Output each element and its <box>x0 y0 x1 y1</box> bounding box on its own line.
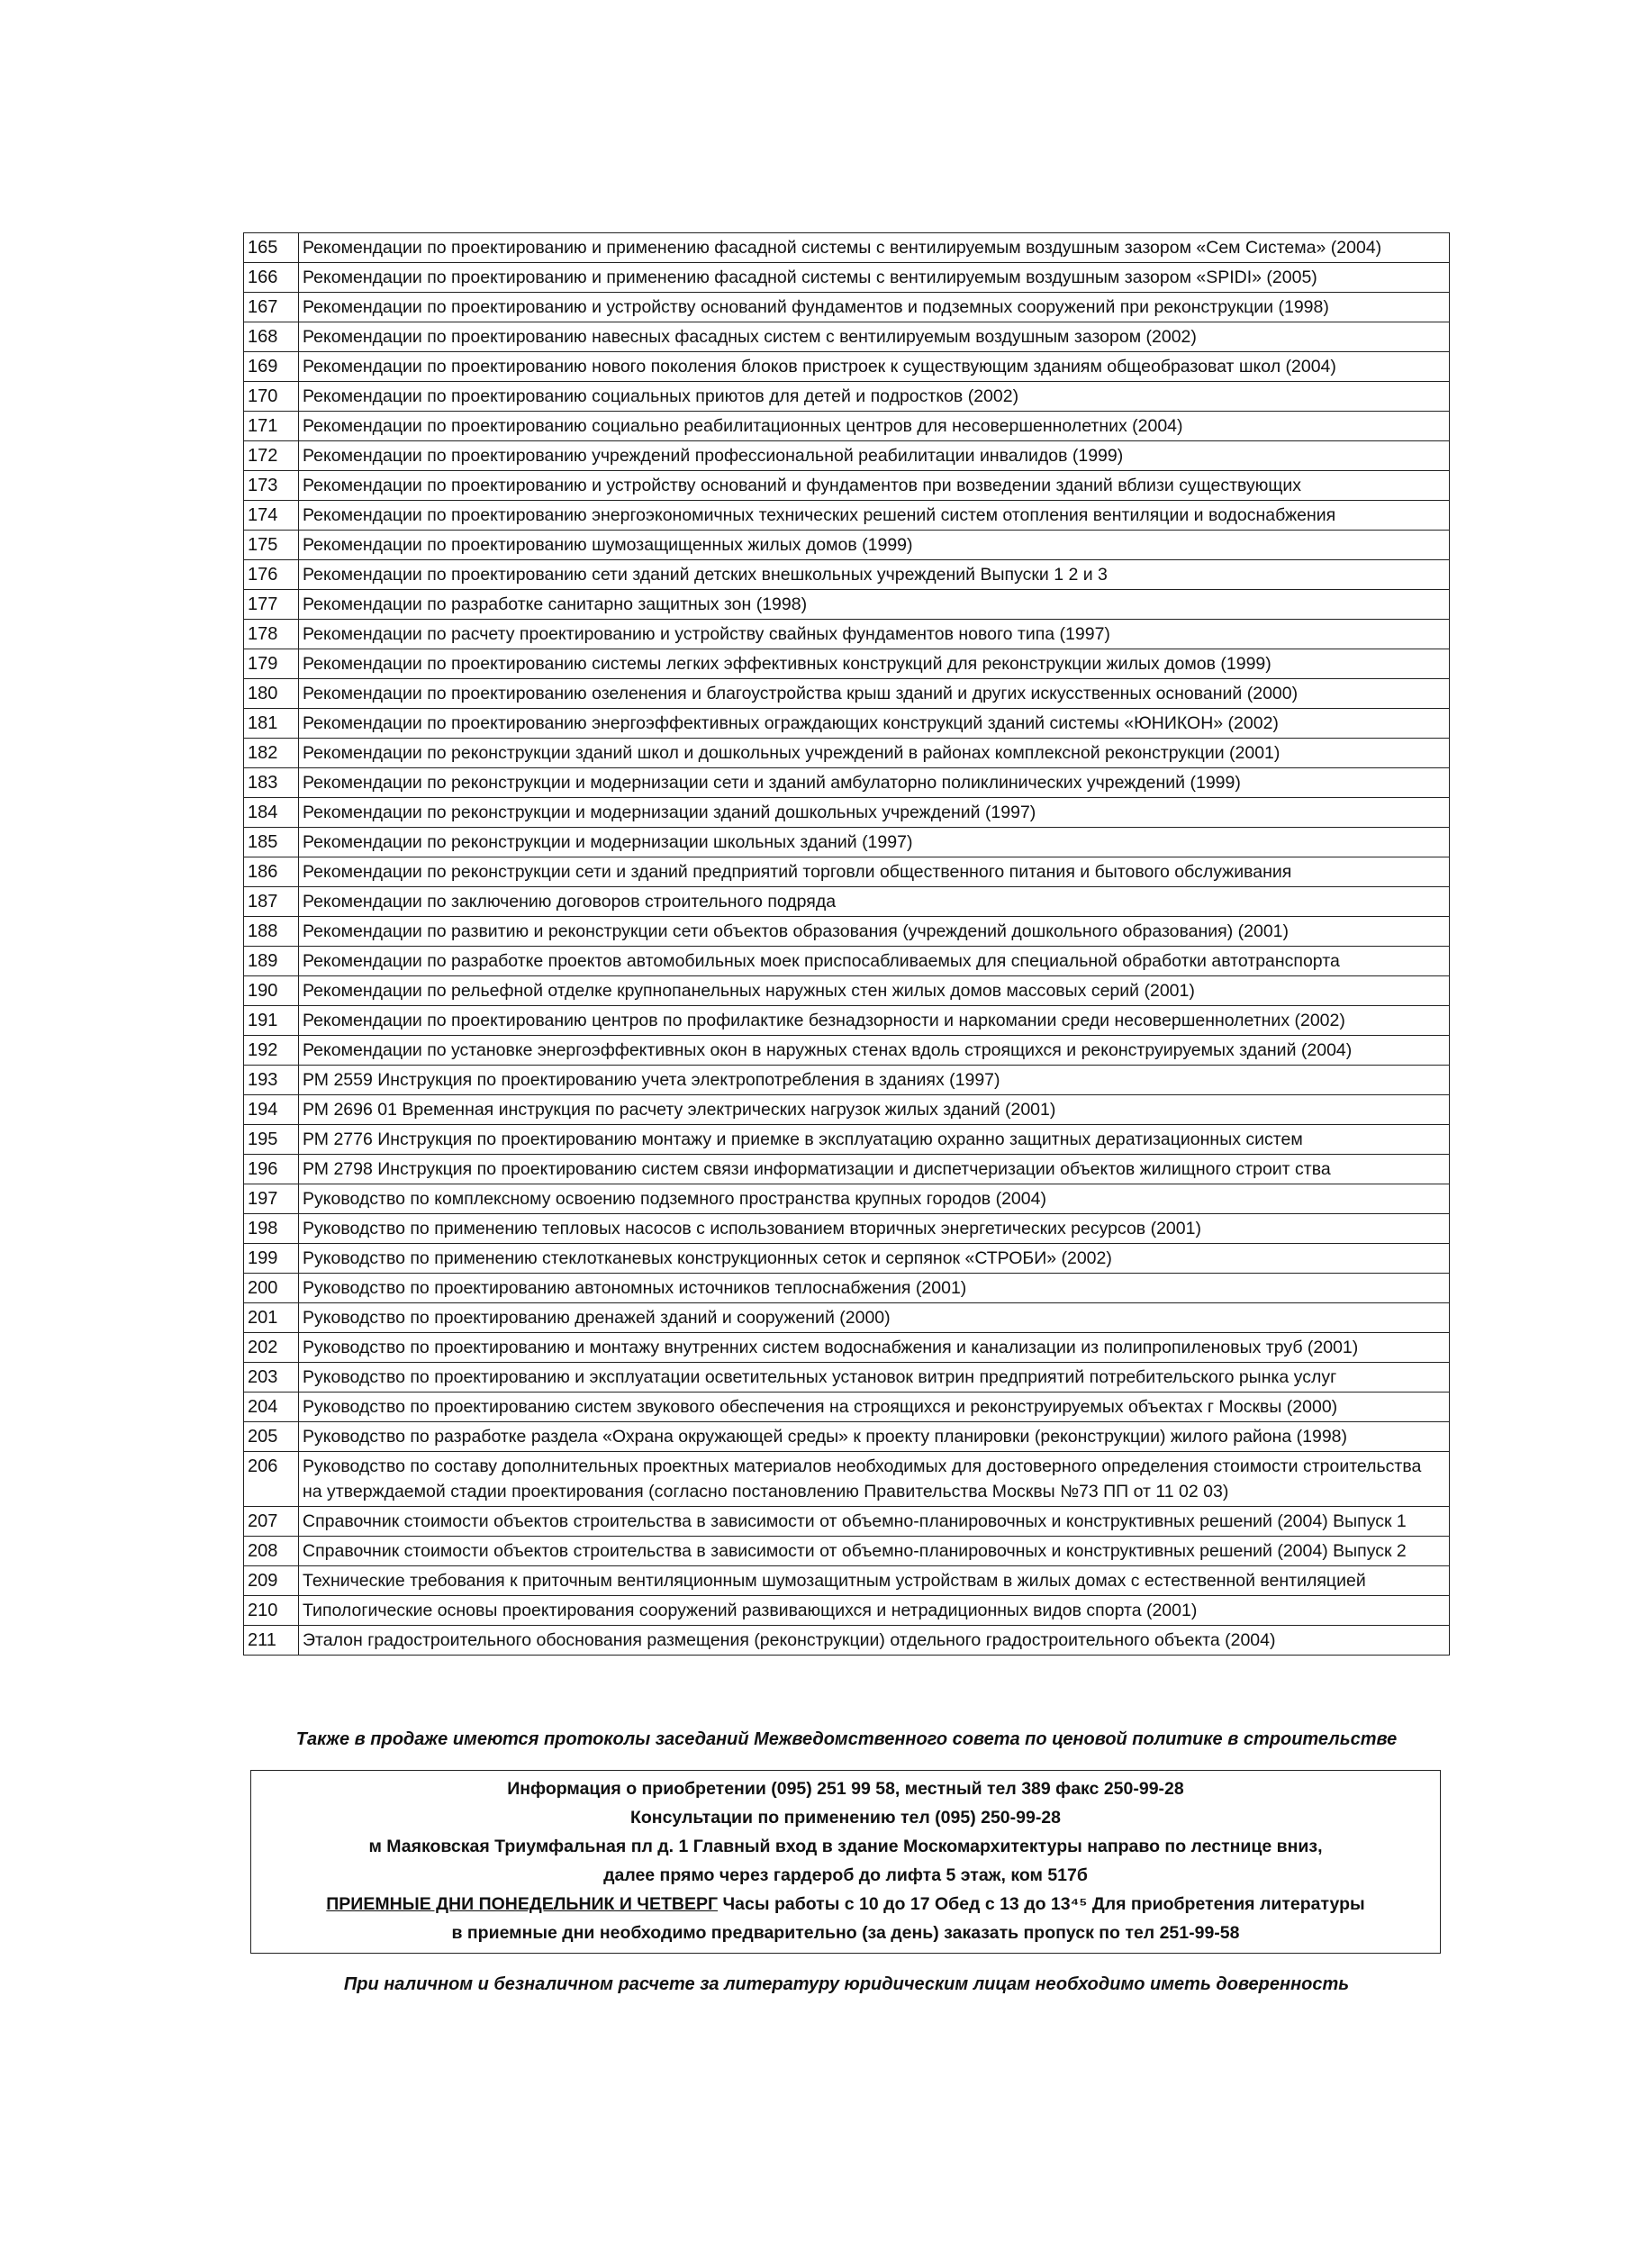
row-title: Руководство по разработке раздела «Охрана окружающей среды» к проекту планировки (реконструкции) жилого района (1998) <box>299 1422 1450 1452</box>
row-number: 180 <box>244 679 299 709</box>
table-row <box>244 1333 1450 1363</box>
table-row <box>244 1422 1450 1452</box>
row-title: Рекомендации по проектированию учреждений профессиональной реабилитации инвалидов (1999) <box>299 441 1450 471</box>
row-number: 172 <box>244 441 299 471</box>
row-number: 176 <box>244 560 299 590</box>
row-number: 165 <box>244 233 299 263</box>
row-title: Рекомендации по реконструкции и модернизации сети и зданий амбулаторно поликлинических учреждений (1999) <box>299 768 1450 798</box>
table-row <box>244 947 1450 976</box>
table-row <box>244 917 1450 947</box>
row-title: Рекомендации по реконструкции и модернизации школьных зданий (1997) <box>299 828 1450 857</box>
table-row <box>244 1393 1450 1422</box>
row-title: Рекомендации по расчету проектированию и устройству свайных фундаментов нового типа (1997) <box>299 620 1450 649</box>
row-title: Рекомендации по рельефной отделке крупнопанельных наружных стен жилых домов массовых серий (2001) <box>299 976 1450 1006</box>
table-row <box>244 590 1450 620</box>
row-number: 208 <box>244 1537 299 1566</box>
row-number: 181 <box>244 709 299 739</box>
table-row <box>244 828 1450 857</box>
row-title: РМ 2559 Инструкция по проектированию учета электропотребления в зданиях (1997) <box>299 1066 1450 1095</box>
row-title: Рекомендации по разработке санитарно защитных зон (1998) <box>299 590 1450 620</box>
info-consult-line: Консультации по применению тел (095) 250-99-28 <box>629 1808 1062 1828</box>
row-title: Рекомендации по проектированию энергоэффективных ограждающих конструкций зданий системы «ЮНИКОН» (2002) <box>299 709 1450 739</box>
table-row <box>244 649 1450 679</box>
row-number: 167 <box>244 293 299 322</box>
row-title: Рекомендации по проектированию сети зданий детских внешкольных учреждений Выпуски 1 2 и 3 <box>299 560 1450 590</box>
table-row <box>244 441 1450 471</box>
row-number: 201 <box>244 1303 299 1333</box>
row-number: 198 <box>244 1214 299 1244</box>
row-number: 190 <box>244 976 299 1006</box>
table-row <box>244 560 1450 590</box>
row-number: 211 <box>244 1626 299 1656</box>
row-title: Руководство по проектированию систем звукового обеспечения на строящихся и реконструируемых объектах г Москвы (2000) <box>299 1393 1450 1422</box>
table-row <box>244 1566 1450 1596</box>
row-title: РМ 2798 Инструкция по проектированию систем связи информатизации и диспетчеризации объектов жилищного строит ства <box>299 1155 1450 1184</box>
row-title: Руководство по комплексному освоению подземного пространства крупных городов (2004) <box>299 1184 1450 1214</box>
info-phone-line: Информация о приобретении (095) 251 99 58, местный тел 389 факс 250-99-28 <box>507 1779 1184 1799</box>
row-title: Рекомендации по установке энергоэффективных окон в наружных стенах вдоль строящихся и реконструируемых зданий (2004) <box>299 1036 1450 1066</box>
row-title: Справочник стоимости объектов строительства в зависимости от объемно-планировочных и конструктивных решений (2004) Выпуск 2 <box>299 1537 1450 1566</box>
row-title: Рекомендации по проектированию шумозащищенных жилых домов (1999) <box>299 531 1450 560</box>
row-title: Рекомендации по заключению договоров строительного подряда <box>299 887 1450 917</box>
table-row <box>244 1537 1450 1566</box>
publication-table <box>243 232 1450 1656</box>
row-title: Рекомендации по проектированию энергоэкономичных технических решений систем отопления вентиляции и водоснабжения <box>299 501 1450 531</box>
row-number: 200 <box>244 1274 299 1303</box>
row-title: Рекомендации по развитию и реконструкции сети объектов образования (учреждений дошкольного образования) (2001) <box>299 917 1450 947</box>
row-number: 193 <box>244 1066 299 1095</box>
info-pass-line: в приемные дни необходимо предварительно (за день) заказать пропуск по тел 251-99-58 <box>451 1923 1240 1943</box>
table-row <box>244 1184 1450 1214</box>
table-row <box>244 620 1450 649</box>
row-number: 174 <box>244 501 299 531</box>
row-title: Рекомендации по проектированию навесных фасадных систем с вентилируемым воздушным зазором (2002) <box>299 322 1450 352</box>
row-number: 191 <box>244 1006 299 1036</box>
info-room-line: далее прямо через гардероб до лифта 5 этаж, ком 517б <box>603 1865 1088 1885</box>
row-title: Рекомендации по проектированию нового поколения блоков пристроек к существующим зданиям общеобразоват школ (2004) <box>299 352 1450 382</box>
row-title: Рекомендации по проектированию социально реабилитационных центров для несовершеннолетних (2004) <box>299 412 1450 441</box>
table-row <box>244 768 1450 798</box>
row-title: Рекомендации по реконструкции сети и зданий предприятий торговли общественного питания и бытового обслуживания <box>299 857 1450 887</box>
row-title: Рекомендации по проектированию и устройству оснований и фундаментов при возведении зданий вблизи существующих <box>299 471 1450 501</box>
table-row <box>244 263 1450 293</box>
table-row <box>244 412 1450 441</box>
footer-note: При наличном и безналичном расчете за литературу юридическим лицам необходимо иметь доверенность <box>343 1974 1350 1994</box>
row-number: 183 <box>244 768 299 798</box>
table-row <box>244 887 1450 917</box>
table-row <box>244 798 1450 828</box>
table-row <box>244 739 1450 768</box>
row-number: 209 <box>244 1566 299 1596</box>
row-title: Рекомендации по реконструкции зданий школ и дошкольных учреждений в районах комплексной реконструкции (2001) <box>299 739 1450 768</box>
row-number: 194 <box>244 1095 299 1125</box>
reception-days: ПРИЕМНЫЕ ДНИ ПОНЕДЕЛЬНИК И ЧЕТВЕРГ <box>326 1894 719 1914</box>
row-number: 202 <box>244 1333 299 1363</box>
also-on-sale-note: Также в продаже имеются протоколы заседаний Межведомственного совета по ценовой политике в строительстве <box>295 1729 1398 1749</box>
row-number: 186 <box>244 857 299 887</box>
row-number: 182 <box>244 739 299 768</box>
row-title: Рекомендации по проектированию социальных приютов для детей и подростков (2002) <box>299 382 1450 412</box>
row-title: Рекомендации по реконструкции и модернизации зданий дошкольных учреждений (1997) <box>299 798 1450 828</box>
table-row <box>244 233 1450 263</box>
table-row <box>244 976 1450 1006</box>
row-number: 166 <box>244 263 299 293</box>
row-number: 205 <box>244 1422 299 1452</box>
row-title: Технические требования к приточным вентиляционным шумозащитным устройствам в жилых домах с естественной вентиляцией <box>299 1566 1450 1596</box>
table-row <box>244 1363 1450 1393</box>
publication-list <box>243 232 1450 1656</box>
info-hours-line <box>257 1890 1434 1919</box>
table-row <box>244 1452 1450 1507</box>
table-row <box>244 857 1450 887</box>
row-number: 184 <box>244 798 299 828</box>
table-row <box>244 1244 1450 1274</box>
row-number: 195 <box>244 1125 299 1155</box>
row-title: Руководство по проектированию и эксплуатации осветительных установок витрин предприятий потребительского рынка услуг <box>299 1363 1450 1393</box>
row-number: 187 <box>244 887 299 917</box>
table-row <box>244 1626 1450 1656</box>
table-row <box>244 1006 1450 1036</box>
row-title: Руководство по проектированию и монтажу внутренних систем водоснабжения и канализации из полипропиленовых труб (2001) <box>299 1333 1450 1363</box>
row-title: Рекомендации по проектированию озеленения и благоустройства крыш зданий и других искусственных оснований (2000) <box>299 679 1450 709</box>
row-title: Рекомендации по проектированию и применению фасадной системы с вентилируемым воздушным зазором «SPIDI» (2005) <box>299 263 1450 293</box>
table-row <box>244 531 1450 560</box>
row-number: 210 <box>244 1596 299 1626</box>
table-row <box>244 1596 1450 1626</box>
table-row <box>244 1125 1450 1155</box>
row-title: Рекомендации по проектированию и применению фасадной системы с вентилируемым воздушным зазором «Сем Система» (2004) <box>299 233 1450 263</box>
row-title: Рекомендации по проектированию центров по профилактике безнадзорности и наркомании среди несовершеннолетних (2002) <box>299 1006 1450 1036</box>
table-row <box>244 471 1450 501</box>
row-number: 185 <box>244 828 299 857</box>
row-number: 179 <box>244 649 299 679</box>
row-title: РМ 2776 Инструкция по проектированию монтажу и приемке в эксплуатацию охранно защитных дератизационных систем <box>299 1125 1450 1155</box>
row-number: 204 <box>244 1393 299 1422</box>
row-number: 173 <box>244 471 299 501</box>
row-title: Рекомендации по проектированию и устройству оснований фундаментов и подземных сооружений при реконструкции (1998) <box>299 293 1450 322</box>
row-number: 189 <box>244 947 299 976</box>
row-title: Руководство по применению стеклотканевых конструкционных сеток и серпянок «СТРОБИ» (2002) <box>299 1244 1450 1274</box>
row-number: 206 <box>244 1452 299 1507</box>
row-number: 171 <box>244 412 299 441</box>
row-number: 168 <box>244 322 299 352</box>
table-row <box>244 679 1450 709</box>
row-title: Эталон градостроительного обоснования размещения (реконструкции) отдельного градостроительного объекта (2004) <box>299 1626 1450 1656</box>
table-row <box>244 352 1450 382</box>
table-row <box>244 1155 1450 1184</box>
purchase-info-box <box>250 1770 1441 1954</box>
row-number: 207 <box>244 1507 299 1537</box>
row-number: 197 <box>244 1184 299 1214</box>
table-row <box>244 382 1450 412</box>
table-row <box>244 1274 1450 1303</box>
table-row <box>244 322 1450 352</box>
info-address-line: м Маяковская Триумфальная пл д. 1 Главный вход в здание Москомархитектуры направо по лестнице вниз, <box>368 1837 1323 1856</box>
row-title: Руководство по проектированию автономных источников теплоснабжения (2001) <box>299 1274 1450 1303</box>
row-number: 177 <box>244 590 299 620</box>
row-number: 196 <box>244 1155 299 1184</box>
row-title: Справочник стоимости объектов строительства в зависимости от объемно-планировочных и конструктивных решений (2004) Выпуск 1 <box>299 1507 1450 1537</box>
row-number: 170 <box>244 382 299 412</box>
row-title: Руководство по проектированию дренажей зданий и сооружений (2000) <box>299 1303 1450 1333</box>
row-title: Руководство по применению тепловых насосов с использованием вторичных энергетических ресурсов (2001) <box>299 1214 1450 1244</box>
table-row <box>244 1066 1450 1095</box>
row-number: 169 <box>244 352 299 382</box>
row-title: Типологические основы проектирования сооружений развивающихся и нетрадиционных видов спорта (2001) <box>299 1596 1450 1626</box>
table-row <box>244 1036 1450 1066</box>
row-number: 203 <box>244 1363 299 1393</box>
table-row <box>244 501 1450 531</box>
row-number: 188 <box>244 917 299 947</box>
row-number: 192 <box>244 1036 299 1066</box>
row-title: РМ 2696 01 Временная инструкция по расчету электрических нагрузок жилых зданий (2001) <box>299 1095 1450 1125</box>
table-row <box>244 293 1450 322</box>
row-number: 175 <box>244 531 299 560</box>
row-title: Руководство по составу дополнительных проектных материалов необходимых для достоверного определения стоимости строительства на утверждаемой стадии проектирования (согласно постановлению Правительства Москвы №73 ПП от 11 02 03) <box>299 1452 1450 1507</box>
working-hours: Часы работы с 10 до 17 Обед с 13 до 13⁴⁵ Для приобретения литературы <box>718 1894 1365 1914</box>
row-number: 199 <box>244 1244 299 1274</box>
row-title: Рекомендации по разработке проектов автомобильных моек приспосабливаемых для специальной обработки автотранспорта <box>299 947 1450 976</box>
table-row <box>244 1507 1450 1537</box>
table-row <box>244 1214 1450 1244</box>
row-number: 178 <box>244 620 299 649</box>
row-title: Рекомендации по проектированию системы легких эффективных конструкций для реконструкции жилых домов (1999) <box>299 649 1450 679</box>
table-row <box>244 1095 1450 1125</box>
table-body <box>244 233 1450 1656</box>
table-row <box>244 1303 1450 1333</box>
table-row <box>244 709 1450 739</box>
